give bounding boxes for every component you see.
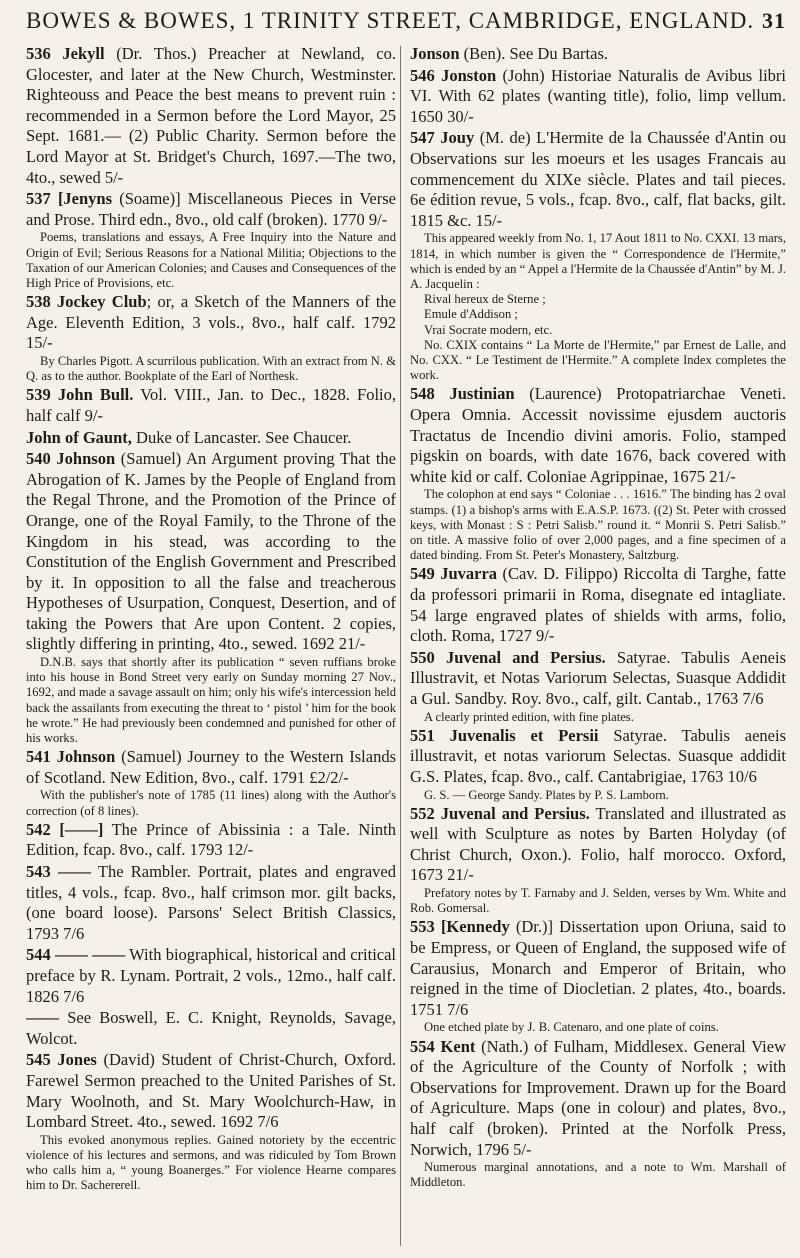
entry-heading: [Kennedy <box>440 917 510 937</box>
catalogue-entry <box>410 128 786 383</box>
lot-number: 553 <box>410 917 435 937</box>
entry-description <box>410 1037 786 1161</box>
entry-heading: John of Gaunt, <box>26 427 132 447</box>
catalogue-entry <box>26 1008 396 1049</box>
entry-heading: Johnson <box>56 449 116 469</box>
entry-note: Emule d'Addison ; <box>424 307 518 322</box>
entry-text: (Ben). See Du Bartas. <box>459 44 608 63</box>
page-header <box>26 4 786 38</box>
entry-note: Numerous marginal annotations, and a note to Wm. Marshall of Middleton. <box>410 1160 786 1190</box>
entry-heading: Jouy <box>440 128 475 148</box>
lot-number: 540 <box>26 449 51 469</box>
entry-note: With the publisher's note of 1785 (11 lines) along with the Author's correction (of 8 lines). <box>26 788 396 818</box>
entry-text: (Dr. Thos.) Preacher at Newland, co. Glocester, and later at the New Church, Westminster. Righteouss and Peace the best means to prevent ruin : recommended in a Sermon before the Lord Mayor, 25 Sept. 1681.— (2) Public Charity. Sermon before the Lord Mayor at St. Bridget's Church, 1697.—The two, 4to., sewed 5/- <box>26 44 396 187</box>
entry-note: One etched plate by J. B. Catenaro, and one plate of coins. <box>424 1020 719 1035</box>
entry-note: No. CXIX contains “ La Morte de l'Hermite,” par Ernest de Lalle, and No. CXX. “ Le Testiment de l'Hermite.” A complete Index completes the work. <box>410 337 786 383</box>
entry-note: D.N.B. says that shortly after its publication “ seven ruffians broke into his house in Bond Street very early on Sunday morning 27 Nov., 1692, and made a savage assault on him; only his wife's intercession held back the assailants from executing the threat to ‘ pistol ’ him for the book he wrote.” He had previously been condemned and punished for other of his works. <box>26 655 396 746</box>
catalogue-entry <box>26 945 396 1007</box>
entry-description <box>26 862 396 944</box>
lot-number: 544 <box>26 945 51 965</box>
entry-heading: —— <box>26 1008 59 1028</box>
entry-note: A clearly printed edition, with fine plates. <box>424 709 634 724</box>
entry-text: Duke of Lancaster. See Chaucer. <box>131 427 352 447</box>
catalogue-entry <box>410 564 786 646</box>
catalogue-entry <box>26 385 396 426</box>
entry-text: See Boswell, E. C. Knight, Reynolds, Savage, Wolcot. <box>26 1008 396 1048</box>
entry-description <box>26 385 396 426</box>
entry-text: The Prince of Abissinia : a Tale. Ninth Edition, fcap. 8vo., calf. 1793 12/- <box>26 819 396 860</box>
entry-description <box>410 726 786 788</box>
entry-text: (Samuel) Journey to the Western Islands of Scotland. New Edition, 8vo., calf. 1791 £2/2/- <box>26 747 396 787</box>
entry-description <box>26 1008 396 1049</box>
entry-description <box>410 44 786 65</box>
entry-heading: Juvenal and Persius. <box>440 803 590 823</box>
entry-description <box>26 292 396 354</box>
entry-description <box>410 648 786 710</box>
lot-number: 539 <box>26 385 51 405</box>
entry-heading: —— <box>57 862 91 882</box>
entry-text: Translated and illustrated as well with Sculpture as notes by Barten Holyday (of Christ Church, Oxon.). Folio, half morocco. Oxford, 1673 21/- <box>410 803 786 885</box>
catalogue-entry <box>410 44 786 65</box>
entry-text: The Rambler. Portrait, plates and engraved titles, 4 vols., fcap. 8vo., half crimson mor. gilt backs, (one board loose). Parsons' Select British Classics, 1793 7/6 <box>26 862 396 943</box>
entry-text: (John) Historiae Naturalis de Avibus libri VI. With 62 plates (wanting title), folio, limp vellum. 1650 30/- <box>410 65 786 126</box>
entry-heading: Juvenalis et Persii <box>449 725 599 745</box>
lot-number: 554 <box>410 1036 435 1056</box>
lot-number: 546 <box>410 65 435 85</box>
entry-description <box>410 917 786 1020</box>
entry-text: (David) Student of Christ-Church, Oxford. Farewel Sermon preached to the United Parishes of St. Mary Woolnoth, and St. Mary Woolchurch-Haw, in Lombard Street. 4to., sewed. 1692 7/6 <box>26 1050 396 1132</box>
entry-description <box>26 428 396 449</box>
catalogue-entry <box>410 384 786 563</box>
catalogue-entry <box>410 804 786 917</box>
lot-number: 551 <box>410 725 435 745</box>
entry-text: With biographical, historical and critical preface by R. Lynam. Portrait, 2 vols., 12mo., half calf. 1826 7/6 <box>26 945 396 1006</box>
lot-number: 537 <box>26 189 51 209</box>
entry-description <box>410 128 786 231</box>
entry-heading: Jones <box>57 1050 97 1070</box>
entry-note: This appeared weekly from No. 1, 17 Aout 1811 to No. CXXI. 13 mars, 1814, in which number is given the “ Correspondence de l'Hermite,” which is ended by an “ Appel a l'Hermite de la Chaussée d'Antin” by M. J. A. Jacquelin : <box>410 231 786 291</box>
entry-note: By Charles Pigott. A scurrilous publication. With an extract from N. & Q. as to the author. Bookplate of the Earl of Northesk. <box>26 353 396 384</box>
catalogue-entry <box>26 428 396 449</box>
entry-heading: Jockey Club <box>56 292 147 312</box>
entry-heading: [Jenyns <box>57 189 113 209</box>
lot-number: 548 <box>410 384 435 404</box>
catalogue-entry <box>26 747 396 819</box>
entry-text: Satyrae. Tabulis Aeneis Illustravit, et Notas Variorum Selectas, Suasque Addidit a Gul. Sandby. Roy. 8vo., calf, gilt. Cantab., 1763 7/6 <box>410 647 786 708</box>
entry-description <box>26 449 396 655</box>
entry-text: (M. de) L'Hermite de la Chaussée d'Antin ou Observations sur les moeurs et les usages Francais au commencement du XIXe siècle. Plates and tail pieces. 6e édition revue, 5 vols., fcap. 8vo., calf, flat backs, gilt. 1815 &c. 15/- <box>410 128 786 230</box>
entry-text: (Dr.)] Dissertation upon Oriuna, said to be Empress, or Queen of England, the supposed wife of Carausius, Monarch and Emperor of Britain, who reigned in the time of Diocletian. 2 plates, 4to., boards. 1751 7/6 <box>410 917 786 1019</box>
lot-number: 549 <box>410 564 435 584</box>
lot-number: 545 <box>26 1050 51 1070</box>
catalogue-entry <box>26 1050 396 1193</box>
entry-text: (Nath.) of Fulham, Middlesex. General View of the Agriculture of the County of Norfolk ; with Observations for Improvement. Drawn up for the Board of Agriculture. Maps (one in colour) and plates, 8vo., half calf (broken). Printed at the Norfolk Press, Norwich, 1796 5/- <box>410 1036 786 1159</box>
entry-description <box>410 66 786 128</box>
entry-description <box>26 44 396 188</box>
entry-text: Vol. VIII., Jan. to Dec., 1828. Folio, half calf 9/- <box>26 385 396 425</box>
lot-number: 538 <box>26 292 51 312</box>
right-column <box>410 44 786 1249</box>
lot-number: 542 <box>26 819 51 839</box>
entry-note: Poems, translations and essays, A Free Inquiry into the Nature and Origin of Evil; Serious Reasons for a National Militia; Objections to the Taxation of our American Colonies; and Causes and Consequences of the High Price of Provisions, etc. <box>26 230 396 290</box>
entry-heading: —— —— <box>54 945 126 965</box>
entry-description <box>26 747 396 788</box>
catalogue-entry <box>410 1037 786 1191</box>
entry-heading: Johnson <box>56 747 116 767</box>
entry-heading: Kent <box>440 1036 476 1056</box>
entry-text: (Samuel) An Argument proving That the Abrogation of K. James by the People of England from the Regal Throne, and the Promotion of the Prince of Orange, one of the Royal Family, to the Throne of the Kingdom in his stead, was according to the Constitution of the English Government and Prescribed by it. In opposition to all the false and treacherous Hypotheses of Usurpation, Conquest, Desertion, and of taking the Powers that Are upon Content. 2 copies, slightly differing in printing, 4to., sewed. 1692 21/- <box>26 449 396 654</box>
lot-number: 547 <box>410 128 435 148</box>
entry-description <box>410 384 786 487</box>
entry-note: Prefatory notes by T. Farnaby and J. Selden, verses by Wm. White and Rob. Gomersal. <box>410 886 786 916</box>
entry-heading: [——] <box>59 819 104 839</box>
entry-text: Satyrae. Tabulis aeneis illustravit, et notas variorum Selectas. Suasque addidit G.S. Plates, fcap. 8vo., calf. Cantabrigiae, 1763 10/6 <box>410 725 786 786</box>
header-title: BOWES & BOWES, 1 TRINITY STREET, CAMBRIDGE, ENGLAND. <box>26 8 755 33</box>
catalogue-entry <box>26 189 396 291</box>
entry-text: ; or, a Sketch of the Manners of the Age. Eleventh Edition, 3 vols., 8vo., half calf. 1792 15/- <box>26 292 396 353</box>
entry-heading: Juvenal and Persius. <box>446 647 606 667</box>
catalogue-entry <box>410 66 786 128</box>
entry-description <box>26 189 396 230</box>
entry-description <box>26 1050 396 1132</box>
catalogue-entry <box>26 44 396 188</box>
entry-description <box>26 820 396 861</box>
lot-number: 536 <box>26 44 51 63</box>
entry-text: (Laurence) Protopatriarchae Veneti. Opera Omnia. Accessit novissime ejusdem auctoris Tractatus de Incendio divini amoris. Folio, stamped pigskin on boards, with date 1676, back covered with white kid or calf. Coloniae Agrippinae, 1675 21/- <box>410 384 786 486</box>
lot-number: 543 <box>26 862 51 882</box>
catalogue-entry <box>410 648 786 725</box>
catalogue-entry <box>26 820 396 861</box>
catalogue-entry <box>410 726 786 803</box>
entry-heading: Juvarra <box>440 564 498 584</box>
entry-note: Vrai Socrate modern, etc. <box>424 322 553 337</box>
entry-description <box>410 804 786 886</box>
catalogue-entry <box>26 862 396 944</box>
lot-number: 541 <box>26 747 51 767</box>
catalogue-entry <box>26 449 396 746</box>
entry-note: G. S. — George Sandy. Plates by P. S. Lamborn. <box>424 787 669 802</box>
entry-text: (Cav. D. Filippo) Riccolta di Targhe, fatte da professori primarii in Roma, disegnate ed intagliate. 54 large engraved plates of shields with arms, folio, cloth. Roma, 1727 9/- <box>410 564 786 646</box>
entry-heading: John Bull. <box>57 385 134 405</box>
column-divider <box>400 46 401 1246</box>
entry-heading: Jonston <box>441 65 497 85</box>
entry-heading: Jekyll <box>62 44 105 63</box>
entry-description <box>410 564 786 646</box>
entry-note: The colophon at end says “ Coloniae . . . 1616.” The binding has 2 oval stamps. (1) a bishop's arms with E.A.S.P. 1673. ((2) St. Peter with crossed keys, with Monast : S : Petri Salisb.” round it. “ Monrii S. Petri Salisb.” on title. A massive folio of over 2,000 pages, and a fine specimen of a dated binding. From St. Peter's Monastery, Saltzburg. <box>410 487 786 563</box>
catalogue-entry <box>26 292 396 384</box>
lot-number: 550 <box>410 647 435 667</box>
lot-number: 552 <box>410 803 435 823</box>
entry-heading: Justinian <box>449 384 515 404</box>
entry-note: This evoked anonymous replies. Gained notoriety by the eccentric violence of his lectures and sermons, and was ridiculed by Tom Brown who calls him a, “ young Boanerges.” For violence Hearne compares him to Dr. Sachererell. <box>26 1132 396 1193</box>
left-column <box>26 44 396 1249</box>
entry-note: Rival hereux de Sterne ; <box>424 292 546 307</box>
entry-text: (Soame)] Miscellaneous Pieces in Verse and Prose. Third edn., 8vo., old calf (broken). 1770 9/- <box>26 189 396 229</box>
catalogue-entry <box>410 917 786 1035</box>
page-number: 31 <box>762 8 786 33</box>
entry-heading: Jonson <box>410 44 460 63</box>
entry-description <box>26 945 396 1007</box>
